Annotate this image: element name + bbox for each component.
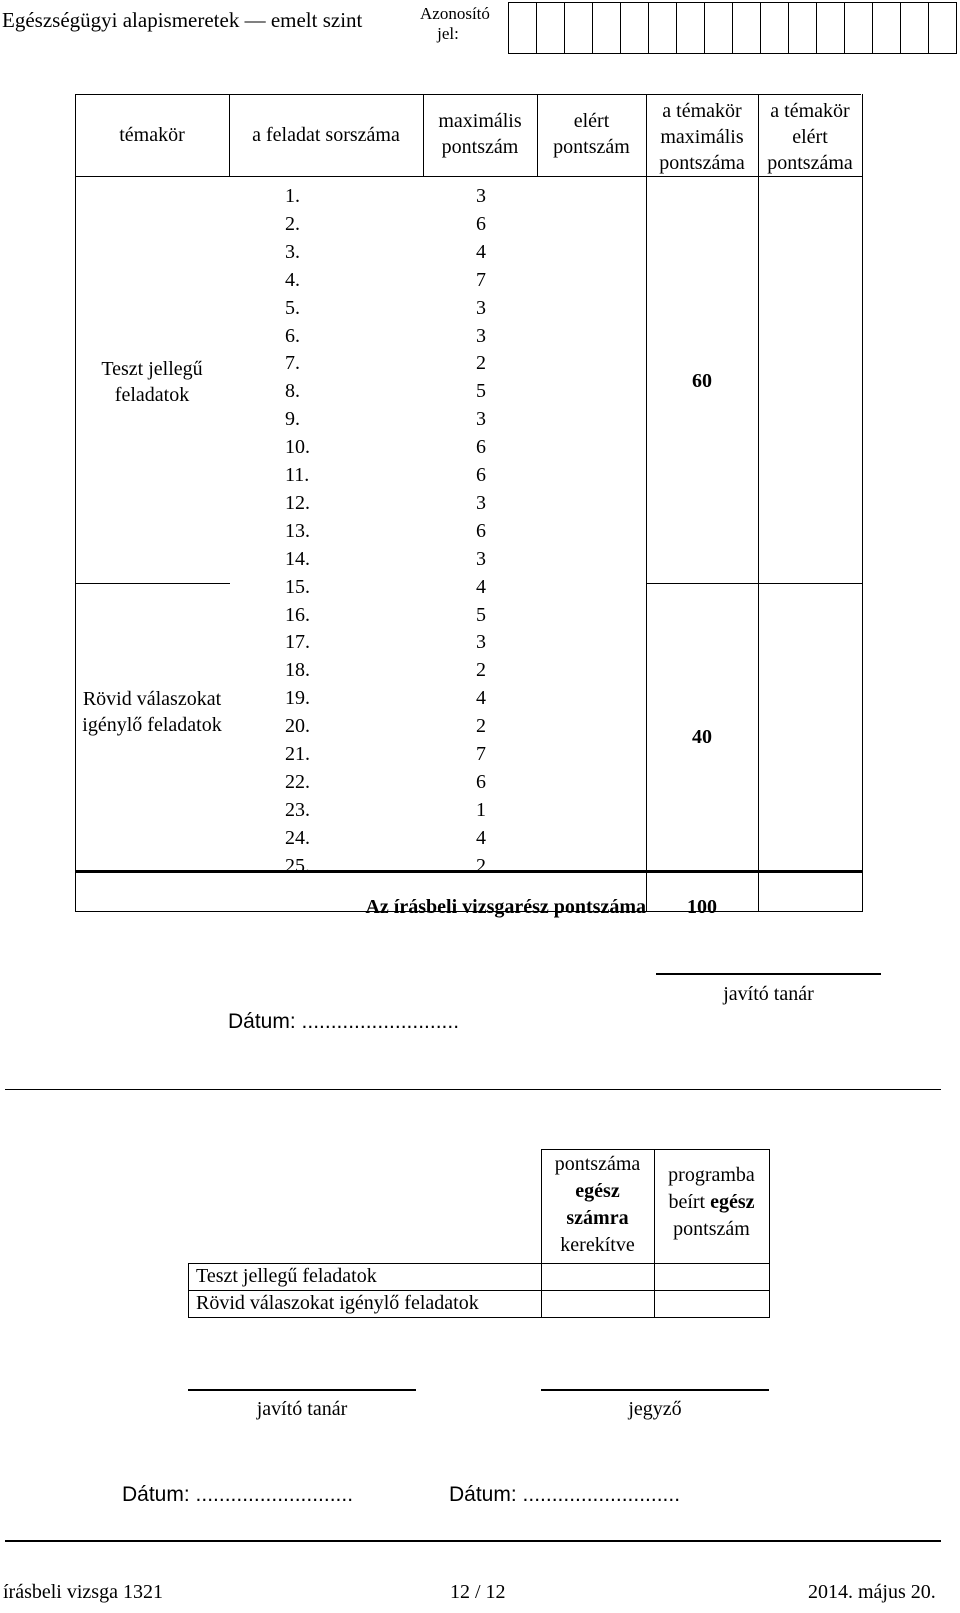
task-max-points: 2: [476, 715, 486, 738]
task-number: 14.: [285, 547, 310, 570]
signature-line-notary: [541, 1389, 769, 1391]
task-number: 22.: [285, 770, 310, 793]
table2-row-rovid: Rövid válaszokat igénylő feladatok: [196, 1292, 479, 1314]
task-number: 15.: [285, 575, 310, 598]
group-rovid-max: 40: [692, 726, 712, 748]
footer-left: írásbeli vizsga 1321: [3, 1581, 163, 1603]
task-max-points: 3: [476, 185, 486, 207]
task-max-points: 6: [476, 464, 486, 486]
header-temakor: témakör: [119, 124, 185, 146]
task-number: 19.: [285, 687, 310, 710]
group-rovid-label: Rövid válaszokat igénylő feladatok: [82, 688, 222, 736]
signature-date-notary: Dátum: ...........................: [449, 1483, 681, 1506]
task-max-points: 6: [476, 519, 486, 542]
task-number: 25.: [285, 854, 310, 877]
group-teszt-label: Teszt jellegű feladatok: [101, 358, 203, 406]
signature-line: [656, 973, 881, 975]
signature-role: javító tanár: [723, 983, 814, 1005]
footer-rule: [5, 1540, 941, 1542]
signature-line-teacher: [188, 1389, 416, 1391]
signature-role-teacher: javító tanár: [256, 1398, 348, 1420]
task-number: 13.: [285, 519, 310, 542]
task-max-points: 7: [476, 743, 486, 765]
task-number: 3.: [285, 240, 300, 263]
task-max-points: 6: [476, 436, 486, 459]
task-number: 2.: [285, 212, 300, 235]
task-max-points: 7: [476, 268, 486, 291]
signature-role-notary: jegyző: [628, 1398, 682, 1420]
task-max-points: 4: [476, 687, 486, 710]
task-number: 10.: [285, 436, 310, 459]
col-program: programba beírt egész pontszám: [668, 1164, 755, 1240]
task-number: 11.: [285, 464, 310, 486]
task-max-points: 1: [476, 798, 486, 821]
signature-date: Dátum: ...........................: [228, 1010, 460, 1033]
header-temakor-max: a témakör maximális pontszáma: [659, 100, 745, 174]
header-temakor-elert: a témakör elért pontszáma: [767, 100, 853, 174]
separator: [5, 1089, 941, 1090]
task-max-points: 3: [476, 296, 486, 319]
task-max-points: 5: [476, 603, 486, 626]
task-max-points: 4: [476, 826, 486, 849]
header-title: Egészségügyi alapismeretek — emelt szint: [2, 8, 363, 32]
task-number: 17.: [285, 631, 310, 654]
total-value: 100: [687, 896, 717, 918]
task-number: 24.: [285, 826, 310, 849]
task-max-points: 3: [476, 324, 486, 347]
task-max-points: 4: [476, 575, 486, 598]
task-number: 23.: [285, 798, 310, 821]
task-max-points: 2: [476, 352, 486, 375]
task-number: 18.: [285, 659, 310, 682]
col-rounded: pontszáma egész számra kerekítve: [554, 1153, 641, 1256]
footer-center: 12 / 12: [450, 1581, 506, 1603]
task-number: 12.: [285, 491, 310, 514]
task-number: 8.: [285, 380, 300, 403]
id-boxes[interactable]: [508, 2, 957, 54]
task-max-points: 3: [476, 547, 486, 570]
task-max-points: 3: [476, 491, 486, 514]
task-number: 20.: [285, 715, 310, 738]
task-max-points: 2: [476, 659, 486, 682]
header-sorszam: a feladat sorszáma: [252, 124, 400, 146]
task-number: 21.: [285, 743, 310, 765]
task-number: 4.: [285, 268, 300, 291]
header-elert: elért pontszám: [553, 110, 630, 158]
footer-right: 2014. május 20.: [808, 1581, 936, 1603]
task-max-points: 3: [476, 631, 486, 654]
task-max-points: 2: [476, 854, 486, 877]
group-teszt-max: 60: [692, 370, 712, 392]
task-number: 7.: [285, 352, 300, 375]
task-number: 6.: [285, 324, 300, 347]
task-number: 9.: [285, 408, 300, 431]
task-max-points: 5: [476, 380, 486, 403]
table2-row-teszt: Teszt jellegű feladatok: [196, 1265, 377, 1287]
task-max-points: 6: [476, 770, 486, 793]
id-label: Azonosító jel:: [420, 4, 490, 43]
task-number: 5.: [285, 296, 300, 319]
signature-date-teacher: Dátum: ...........................: [122, 1483, 354, 1506]
task-number: 1.: [285, 185, 300, 207]
task-number: 16.: [285, 603, 310, 626]
header-max: maximális pontszám: [438, 110, 522, 158]
task-max-points: 3: [476, 408, 486, 431]
task-max-points: 4: [476, 240, 486, 263]
total-label: Az írásbeli vizsgarész pontszáma: [365, 896, 646, 918]
task-max-points: 6: [476, 212, 486, 235]
